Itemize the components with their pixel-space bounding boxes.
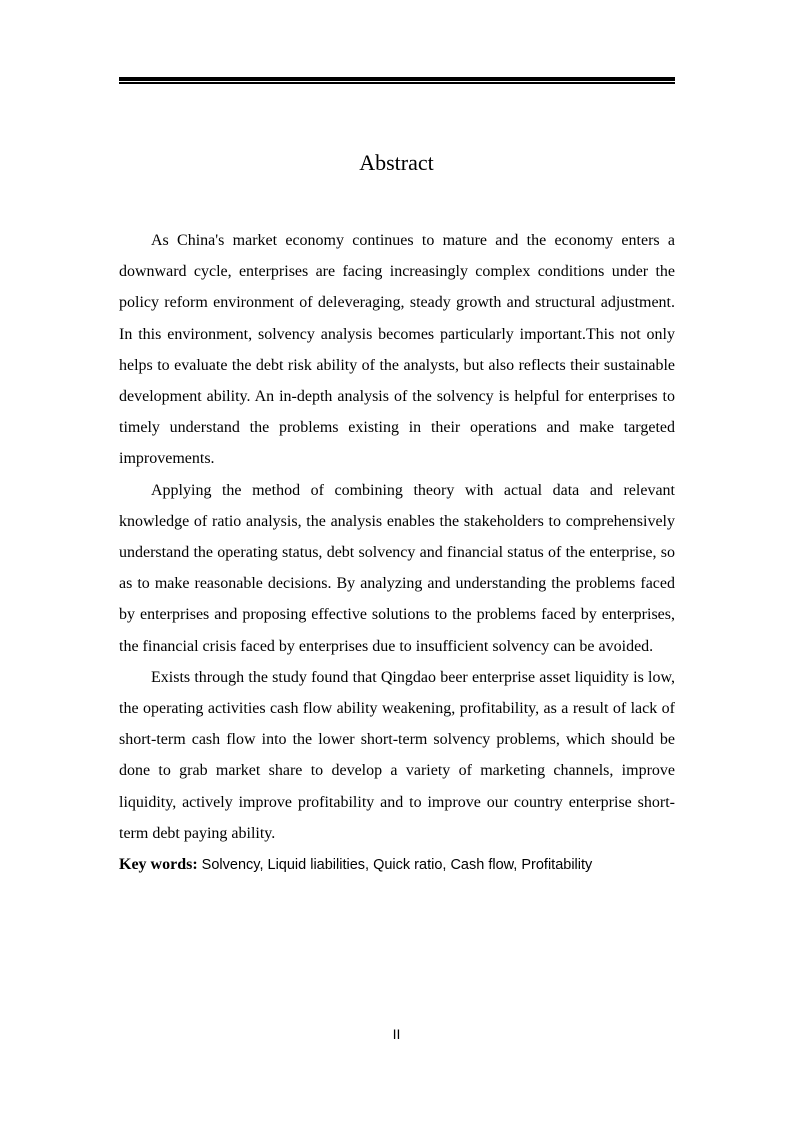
abstract-paragraph-2: Applying the method of combining theory with actual data and relevant knowledge of ratio analysis, the analysis enables the stakeholders to comprehensively understand the operating status, debt solvency and financial status of the enterprise, so as to make reasonable decisions. By analyzing and understanding the problems faced by enterprises and proposing effective solutions to the problems faced by enterprises, the financial crisis faced by enterprises due to insufficient solvency can be avoided. xyxy=(119,481,675,655)
header-double-rule xyxy=(119,77,675,84)
keywords-label: Key words: xyxy=(119,856,198,874)
page-title: Abstract xyxy=(359,150,434,175)
abstract-paragraph-1: As China's market economy continues to mature and the economy enters a downward cycle, enterprises are facing increasingly complex conditions under the policy reform environment of deleveraging, steady growth and structural adjustment. In this environment, solvency analysis becomes particularly important.This not only helps to evaluate the debt risk ability of the analysts, but also reflects their sustainable development ability. An in-depth analysis of the solvency is helpful for enterprises to timely understand the problems existing in their operations and make targeted improvements. xyxy=(119,232,675,468)
abstract-paragraph-3: Exists through the study found that Qingdao beer enterprise asset liquidity is low, the operating activities cash flow ability weakening, profitability, as a result of lack of short-term cash flow into the lower short-term solvency problems, which should be done to grab market share to develop a variety of marketing channels, improve liquidity, actively improve profitability and to improve our country enterprise short-term debt paying ability. xyxy=(119,668,675,842)
abstract-body xyxy=(119,225,675,881)
keywords-text: Solvency, Liquid liabilities, Quick ratio, Cash flow, Profitability xyxy=(197,857,593,874)
page-number: II xyxy=(392,1026,401,1042)
keywords-line xyxy=(119,849,675,881)
